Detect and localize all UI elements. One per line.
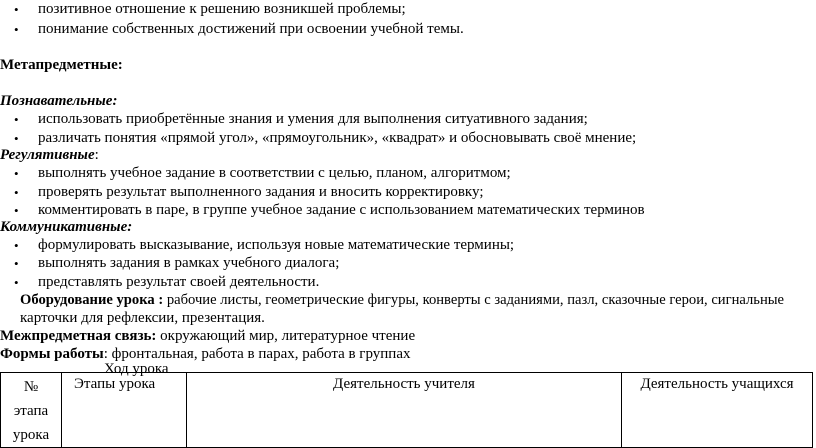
regulatory-colon: :	[94, 147, 99, 163]
regulatory-item-3: комментировать в паре, в группе учебное задание с использованием математических терминов	[38, 202, 645, 218]
header-number-symbol: №	[23, 379, 39, 395]
bullet-icon: •	[14, 2, 19, 17]
header-number-word-2: урока	[12, 427, 50, 443]
intro-item-1: позитивное отношение к решению возникшей проблемы;	[38, 1, 406, 17]
header-cell-stages: Этапы урока	[62, 373, 187, 448]
lesson-table	[0, 372, 813, 448]
bullet-icon: •	[14, 203, 19, 218]
header-cell-teacher: Деятельность учителя	[187, 373, 622, 448]
interdisciplinary-label: Межпредметная связь:	[0, 328, 157, 344]
regulatory-heading: Регулятивные	[0, 147, 95, 163]
communicative-heading: Коммуникативные:	[0, 219, 133, 235]
communicative-item-1: формулировать высказывание, используя новые математические термины;	[38, 237, 515, 253]
meta-heading: Метапредметные:	[0, 57, 123, 73]
header-cell-number	[1, 373, 62, 448]
bullet-icon: •	[14, 275, 19, 290]
bullet-icon: •	[14, 131, 19, 146]
interdisciplinary-line	[0, 327, 415, 346]
bullet-icon: •	[14, 256, 19, 271]
header-cell-students: Деятельность учащихся	[622, 373, 813, 448]
equipment-line-2: карточки для рефлексии, презентация.	[20, 310, 265, 326]
bullet-icon: •	[14, 185, 19, 200]
header-number-word-1: этапа	[13, 403, 49, 419]
equipment-label: Оборудование урока :	[20, 292, 164, 308]
intro-item-2: понимание собственных достижений при освоении учебной темы.	[38, 21, 464, 37]
regulatory-heading-line	[0, 146, 99, 165]
work-forms-line	[0, 345, 410, 364]
regulatory-item-2: проверять результат выполненного задания и вносить корректировку;	[38, 184, 484, 200]
communicative-item-3: представлять результат своей деятельности.	[38, 274, 320, 290]
cognitive-item-2: различать понятия «прямой угол», «прямоугольник», «квадрат» и обосновывать своё мнение;	[38, 130, 637, 146]
bullet-icon: •	[14, 238, 19, 253]
work-forms-text: : фронтальная, работа в парах, работа в группах	[103, 346, 411, 362]
bullet-icon: •	[14, 112, 19, 127]
communicative-item-2: выполнять задания в рамках учебного диалога;	[38, 255, 340, 271]
equipment-line-1	[20, 291, 784, 310]
cognitive-heading: Познавательные:	[0, 93, 118, 109]
cognitive-item-1: использовать приобретённые знания и умения для выполнения ситуативного задания;	[38, 111, 588, 127]
table-header-row	[1, 373, 813, 448]
lesson-course-heading: Ход урока	[104, 361, 169, 377]
equipment-text: рабочие листы, геометрические фигуры, конверты с заданиями, пазл, сказочные герои, сигнальные	[163, 292, 785, 308]
regulatory-item-1: выполнять учебное задание в соответствии с целью, планом, алгоритмом;	[38, 165, 511, 181]
interdisciplinary-text: окружающий мир, литературное чтение	[156, 328, 416, 344]
bullet-icon: •	[14, 166, 19, 181]
work-forms-label: Формы работы	[0, 346, 104, 362]
bullet-icon: •	[14, 22, 19, 37]
